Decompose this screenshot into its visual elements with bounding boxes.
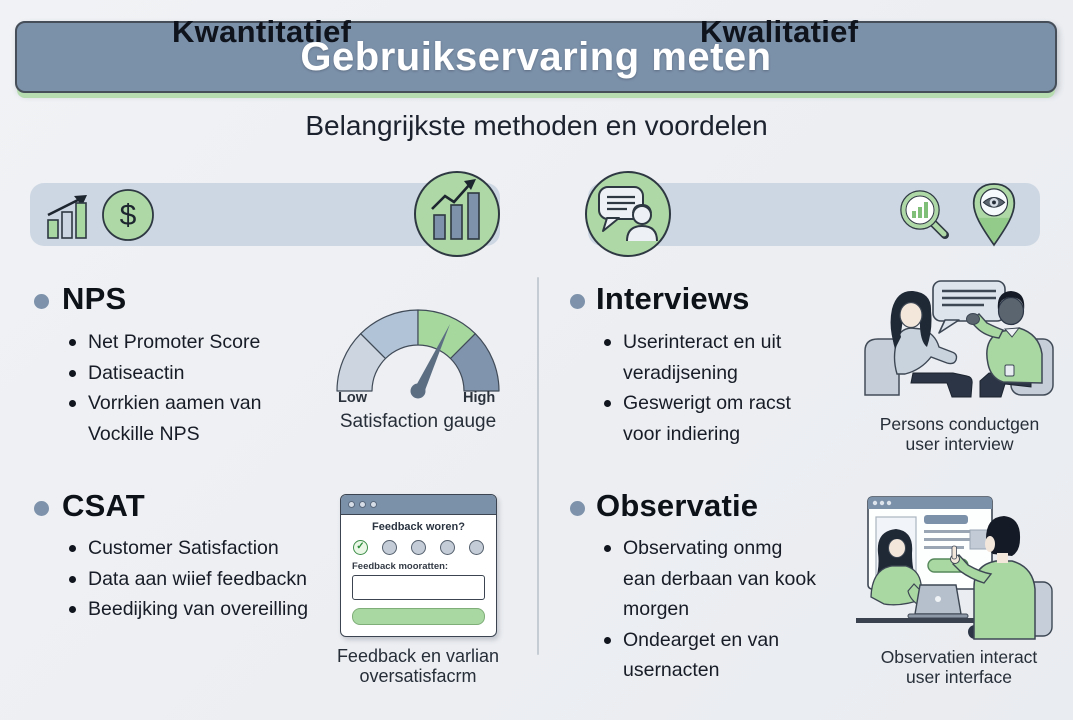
csat-bullet-list xyxy=(66,533,324,625)
form-question: Feedback woren? xyxy=(372,521,465,533)
rating-circle-icon xyxy=(411,540,426,555)
form-caption: Feedback en varlian oversatisfacrm xyxy=(336,646,500,686)
feedback-form-illustration xyxy=(340,494,497,637)
magnifier-chart-icon xyxy=(893,183,957,247)
growth-chart-circle-icon xyxy=(412,169,502,259)
gauge-high-label: High xyxy=(463,390,496,406)
rating-circle-icon xyxy=(382,540,397,555)
list-item: Beedijking van overeilling xyxy=(66,594,324,625)
observatie-bullet-list xyxy=(601,533,816,686)
interview-caption: Persons conductgen user interview xyxy=(879,414,1040,455)
observatie-section-dot xyxy=(570,501,585,516)
quantitative-header-label: Kwantitatief xyxy=(172,13,352,49)
nps-bullet-list xyxy=(66,327,316,449)
window-dot-icon xyxy=(370,501,377,508)
csat-section-dot xyxy=(34,501,49,516)
gauge-caption: Satisfaction gauge xyxy=(339,411,497,432)
observation-caption: Observatien interact user interface xyxy=(880,647,1038,688)
form-titlebar xyxy=(341,495,496,515)
chat-person-circle-icon xyxy=(583,169,673,259)
interviews-bullet-list xyxy=(601,327,813,449)
window-dot-icon xyxy=(359,501,366,508)
gauge-low-label: Low xyxy=(338,390,367,406)
form-submit-button xyxy=(352,608,485,625)
interview-illustration xyxy=(853,277,1065,409)
rating-circle-icon xyxy=(440,540,455,555)
observatie-heading: Observatie xyxy=(596,488,759,523)
csat-heading: CSAT xyxy=(62,488,145,523)
rating-circle-icon xyxy=(469,540,484,555)
interviews-section-dot xyxy=(570,294,585,309)
page-subtitle: Belangrijkste methoden en voordelen xyxy=(305,110,768,141)
dollar-glyph: $ xyxy=(119,199,137,232)
page-title: Gebruikservaring meten xyxy=(300,34,772,79)
eye-pin-icon xyxy=(965,179,1023,249)
check-circle-icon: ✓ xyxy=(353,540,368,555)
list-item: Vorrkien aamen van Vockille NPS xyxy=(66,388,316,449)
list-item: Ondearget en van usernacten xyxy=(601,625,816,686)
satisfaction-gauge xyxy=(333,303,503,403)
interviews-heading: Interviews xyxy=(596,281,750,316)
list-item: Observating onmg ean derbaan van kook morgen xyxy=(601,533,816,625)
column-divider xyxy=(537,277,539,655)
list-item: Net Promoter Score xyxy=(66,327,316,358)
qualitative-header-label: Kwalitatief xyxy=(700,13,859,49)
list-item: Geswerigt om racst voor indiering xyxy=(601,388,813,449)
bar-chart-arrow-icon xyxy=(40,188,98,242)
form-field-label: Feedback mooratten: xyxy=(352,561,449,572)
rating-row xyxy=(353,540,484,555)
nps-heading: NPS xyxy=(62,281,127,316)
list-item: Customer Satisfaction xyxy=(66,533,324,564)
form-text-input xyxy=(352,575,485,600)
window-dot-icon xyxy=(348,501,355,508)
list-item: Data aan wiief feedbackn xyxy=(66,564,324,595)
observation-illustration xyxy=(856,487,1063,643)
list-item: Datiseactin xyxy=(66,358,316,389)
dollar-coin-icon xyxy=(100,187,156,243)
nps-section-dot xyxy=(34,294,49,309)
list-item: Userinteract en uit veradijsening xyxy=(601,327,813,388)
